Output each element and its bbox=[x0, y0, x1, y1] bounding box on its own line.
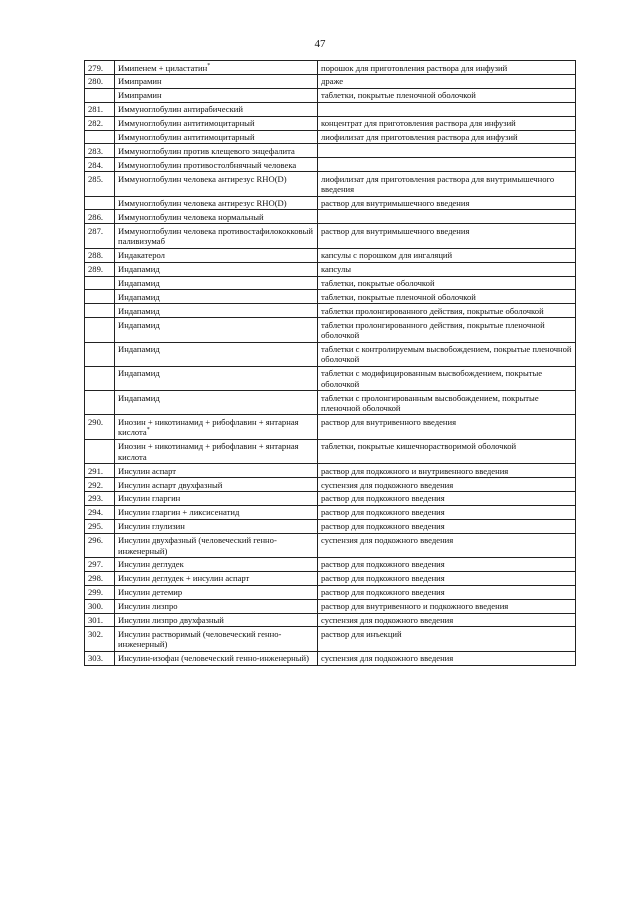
row-number-cell: 294. bbox=[85, 505, 115, 519]
drug-name-cell bbox=[115, 439, 318, 463]
drug-name: Инсулин деглудек + инсулин аспарт bbox=[118, 573, 250, 584]
row-number-cell: 301. bbox=[85, 613, 115, 627]
row-number-cell bbox=[85, 130, 115, 144]
row-number-cell: 289. bbox=[85, 262, 115, 276]
table-row bbox=[85, 464, 576, 478]
drug-name: Индапамид bbox=[118, 392, 160, 403]
drug-name: Инсулин аспарт двухфазный bbox=[118, 479, 223, 490]
drug-name: Иммуноглобулин человека антирезус RHO(D) bbox=[118, 198, 287, 209]
row-number-cell: 292. bbox=[85, 478, 115, 492]
dosage-form-cell: порошок для приготовления раствора для инфузий bbox=[318, 61, 576, 75]
row-number-cell: 290. bbox=[85, 415, 115, 439]
dosage-form-cell: таблетки, покрытые пленочной оболочкой bbox=[318, 88, 576, 102]
drug-name: Инсулин лизпро двухфазный bbox=[118, 615, 224, 626]
table-row bbox=[85, 318, 576, 342]
drug-name-cell bbox=[115, 262, 318, 276]
drug-name: Инсулин гларгин + ликсисенатид bbox=[118, 507, 240, 518]
row-number-cell bbox=[85, 439, 115, 463]
drug-name-cell bbox=[115, 248, 318, 262]
table-row bbox=[85, 366, 576, 390]
table-row bbox=[85, 276, 576, 290]
drug-name: Индапамид bbox=[118, 368, 160, 379]
footnote-mark: * bbox=[146, 427, 150, 434]
drug-name-cell bbox=[115, 519, 318, 533]
dosage-form-cell: раствор для подкожного и внутривенного введения bbox=[318, 464, 576, 478]
dosage-form-cell: таблетки с модифицированным высвобождением, покрытые оболочкой bbox=[318, 366, 576, 390]
table-row bbox=[85, 519, 576, 533]
row-number-cell bbox=[85, 391, 115, 415]
drug-name-cell bbox=[115, 613, 318, 627]
dosage-form-cell: раствор для подкожного введения bbox=[318, 505, 576, 519]
row-number-cell: 299. bbox=[85, 585, 115, 599]
row-number-cell: 284. bbox=[85, 158, 115, 172]
drug-name-cell bbox=[115, 627, 318, 651]
row-number-cell: 283. bbox=[85, 144, 115, 158]
drug-name: Инсулин двухфазный (человеческий генно-инженерный) bbox=[118, 535, 277, 556]
table-row bbox=[85, 533, 576, 557]
dosage-form-cell: таблетки, покрытые оболочкой bbox=[318, 276, 576, 290]
dosage-form-cell: концентрат для приготовления раствора для инфузий bbox=[318, 116, 576, 130]
row-number-cell: 287. bbox=[85, 224, 115, 248]
table-row bbox=[85, 130, 576, 144]
drug-name: Индакатерол bbox=[118, 250, 165, 261]
dosage-form-cell: раствор для подкожного введения bbox=[318, 571, 576, 585]
drug-name-cell bbox=[115, 571, 318, 585]
drug-name-cell bbox=[115, 88, 318, 102]
drug-name: Инсулин аспарт bbox=[118, 465, 177, 476]
drug-name-cell bbox=[115, 61, 318, 75]
drug-name-cell bbox=[115, 415, 318, 439]
row-number-cell: 293. bbox=[85, 491, 115, 505]
dosage-form-cell: таблетки с пролонгированным высвобождением, покрытые пленочной оболочкой bbox=[318, 391, 576, 415]
drug-name-cell bbox=[115, 585, 318, 599]
row-number-cell: 282. bbox=[85, 116, 115, 130]
drug-name-cell bbox=[115, 391, 318, 415]
dosage-form-cell: капсулы с порошком для ингаляций bbox=[318, 248, 576, 262]
dosage-form-cell: капсулы bbox=[318, 262, 576, 276]
drug-name: Имипрамин bbox=[118, 90, 162, 101]
dosage-form-cell: суспензия для подкожного введения bbox=[318, 533, 576, 557]
drug-name-cell bbox=[115, 651, 318, 665]
drug-name-cell bbox=[115, 290, 318, 304]
drug-name-cell bbox=[115, 158, 318, 172]
table-row bbox=[85, 224, 576, 248]
drug-name: Иммуноглобулин человека противостафилококковый паливизумаб bbox=[118, 225, 313, 247]
table-row bbox=[85, 210, 576, 224]
row-number-cell: 288. bbox=[85, 248, 115, 262]
table-row bbox=[85, 391, 576, 415]
footnote-mark: * bbox=[207, 62, 211, 69]
table-row bbox=[85, 505, 576, 519]
drug-name: Инозин + никотинамид + рибофлавин + янтарная кислота bbox=[118, 416, 299, 438]
dosage-form-cell: лиофилизат для приготовления раствора для инфузий bbox=[318, 130, 576, 144]
dosage-form-cell: раствор для инъекций bbox=[318, 627, 576, 651]
table-row bbox=[85, 571, 576, 585]
drug-name-cell bbox=[115, 172, 318, 196]
drug-name: Индапамид bbox=[118, 319, 160, 330]
drug-name: Имипенем + циластатин bbox=[118, 62, 208, 73]
dosage-form-cell bbox=[318, 158, 576, 172]
row-number-cell bbox=[85, 196, 115, 210]
drug-name: Индапамид bbox=[118, 278, 160, 288]
table-row bbox=[85, 627, 576, 651]
drug-name-cell bbox=[115, 491, 318, 505]
drug-name: Имипрамин bbox=[118, 76, 162, 87]
row-number-cell: 280. bbox=[85, 74, 115, 88]
drug-name-cell bbox=[115, 478, 318, 492]
drug-name: Иммуноглобулин антитимоцитарный bbox=[118, 132, 255, 143]
dosage-form-cell: таблетки, покрытые кишечнорастворимой оболочкой bbox=[318, 439, 576, 463]
dosage-form-cell: раствор для подкожного введения bbox=[318, 557, 576, 571]
row-number-cell bbox=[85, 290, 115, 304]
dosage-form-cell: раствор для внутривенного введения bbox=[318, 415, 576, 439]
row-number-cell: 296. bbox=[85, 533, 115, 557]
drug-name-cell bbox=[115, 196, 318, 210]
dosage-form-cell: раствор для внутривенного и подкожного введения bbox=[318, 599, 576, 613]
row-number-cell: 286. bbox=[85, 210, 115, 224]
dosage-form-cell: раствор для подкожного введения bbox=[318, 519, 576, 533]
drug-name-cell bbox=[115, 210, 318, 224]
dosage-form-cell: таблетки пролонгированного действия, покрытые пленочной оболочкой bbox=[318, 318, 576, 342]
dosage-form-cell bbox=[318, 210, 576, 224]
drug-name-cell bbox=[115, 599, 318, 613]
row-number-cell: 302. bbox=[85, 627, 115, 651]
table-row bbox=[85, 585, 576, 599]
dosage-form-cell: драже bbox=[318, 74, 576, 88]
row-number-cell: 291. bbox=[85, 464, 115, 478]
drug-name-cell bbox=[115, 74, 318, 88]
drug-name-cell bbox=[115, 533, 318, 557]
row-number-cell bbox=[85, 318, 115, 342]
table-row bbox=[85, 415, 576, 439]
drug-name: Инсулин лизпро bbox=[118, 601, 178, 612]
drug-name: Индапамид bbox=[118, 344, 160, 355]
table-row bbox=[85, 599, 576, 613]
table-row bbox=[85, 557, 576, 571]
drug-table bbox=[84, 60, 576, 666]
row-number-cell bbox=[85, 366, 115, 390]
drug-name: Инсулин детемир bbox=[118, 587, 183, 598]
row-number-cell: 297. bbox=[85, 557, 115, 571]
drug-name-cell bbox=[115, 144, 318, 158]
dosage-form-cell: суспензия для подкожного введения bbox=[318, 651, 576, 665]
table-row bbox=[85, 102, 576, 116]
row-number-cell: 295. bbox=[85, 519, 115, 533]
page-number: 47 bbox=[314, 38, 326, 50]
row-number-cell: 303. bbox=[85, 651, 115, 665]
row-number-cell: 279. bbox=[85, 61, 115, 75]
drug-name-cell bbox=[115, 276, 318, 290]
row-number-cell bbox=[85, 276, 115, 290]
table-row bbox=[85, 88, 576, 102]
drug-name: Инсулин-изофан (человеческий генно-инженерный) bbox=[118, 653, 309, 664]
drug-name: Инсулин растворимый (человеческий генно-инженерный) bbox=[118, 628, 282, 650]
drug-name-cell bbox=[115, 464, 318, 478]
dosage-form-cell: раствор для подкожного введения bbox=[318, 585, 576, 599]
dosage-form-cell bbox=[318, 102, 576, 116]
dosage-form-cell: раствор для внутримышечного введения bbox=[318, 224, 576, 248]
row-number-cell: 285. bbox=[85, 172, 115, 196]
drug-name: Инозин + никотинамид + рибофлавин + янтарная кислота bbox=[118, 441, 299, 462]
table-row bbox=[85, 74, 576, 88]
drug-name: Иммуноглобулин человека антирезус RHO(D) bbox=[118, 173, 287, 184]
dosage-form-cell: раствор для подкожного введения bbox=[318, 491, 576, 505]
drug-name: Инсулин гларгин bbox=[118, 493, 181, 504]
drug-name-cell bbox=[115, 557, 318, 571]
table-row bbox=[85, 613, 576, 627]
drug-name: Инсулин деглудек bbox=[118, 559, 184, 570]
row-number-cell bbox=[85, 88, 115, 102]
table-row bbox=[85, 262, 576, 276]
dosage-form-cell: суспензия для подкожного введения bbox=[318, 613, 576, 627]
drug-name: Индапамид bbox=[118, 291, 160, 302]
drug-name-cell bbox=[115, 304, 318, 318]
drug-name: Инсулин глулизин bbox=[118, 521, 185, 532]
dosage-form-cell: таблетки с контролируемым высвобождением, покрытые пленочной оболочкой bbox=[318, 342, 576, 366]
table-row bbox=[85, 491, 576, 505]
dosage-form-cell: таблетки, покрытые пленочной оболочкой bbox=[318, 290, 576, 304]
table-row bbox=[85, 61, 576, 75]
table-row bbox=[85, 196, 576, 210]
row-number-cell bbox=[85, 342, 115, 366]
drug-name: Иммуноглобулин против клещевого энцефалита bbox=[118, 145, 295, 156]
drug-name-cell bbox=[115, 318, 318, 342]
drug-name-cell bbox=[115, 116, 318, 130]
drug-name-cell bbox=[115, 130, 318, 144]
dosage-form-cell: раствор для внутримышечного введения bbox=[318, 196, 576, 210]
dosage-form-cell: суспензия для подкожного введения bbox=[318, 478, 576, 492]
drug-name: Иммуноглобулин антирабический bbox=[118, 104, 243, 115]
dosage-form-cell: таблетки пролонгированного действия, покрытые оболочкой bbox=[318, 304, 576, 318]
table-row bbox=[85, 342, 576, 366]
table-row bbox=[85, 116, 576, 130]
drug-name: Иммуноглобулин антитимоцитарный bbox=[118, 118, 255, 129]
table-row bbox=[85, 304, 576, 318]
row-number-cell: 300. bbox=[85, 599, 115, 613]
table-row bbox=[85, 290, 576, 304]
drug-name: Иммуноглобулин человека нормальный bbox=[118, 211, 264, 222]
table-row bbox=[85, 158, 576, 172]
dosage-form-cell: лиофилизат для приготовления раствора для внутримышечного введения bbox=[318, 172, 576, 196]
table-row bbox=[85, 248, 576, 262]
row-number-cell bbox=[85, 304, 115, 318]
drug-name: Индапамид bbox=[118, 264, 160, 275]
drug-name-cell bbox=[115, 102, 318, 116]
row-number-cell: 298. bbox=[85, 571, 115, 585]
row-number-cell: 281. bbox=[85, 102, 115, 116]
drug-name-cell bbox=[115, 505, 318, 519]
table-row bbox=[85, 478, 576, 492]
dosage-form-cell bbox=[318, 144, 576, 158]
drug-name: Иммуноглобулин противостолбнячный человека bbox=[118, 159, 297, 170]
table-row bbox=[85, 651, 576, 665]
table-row bbox=[85, 439, 576, 463]
drug-name-cell bbox=[115, 342, 318, 366]
drug-name-cell bbox=[115, 224, 318, 248]
table-row bbox=[85, 144, 576, 158]
drug-name: Индапамид bbox=[118, 305, 160, 316]
table-row bbox=[85, 172, 576, 196]
drug-name-cell bbox=[115, 366, 318, 390]
